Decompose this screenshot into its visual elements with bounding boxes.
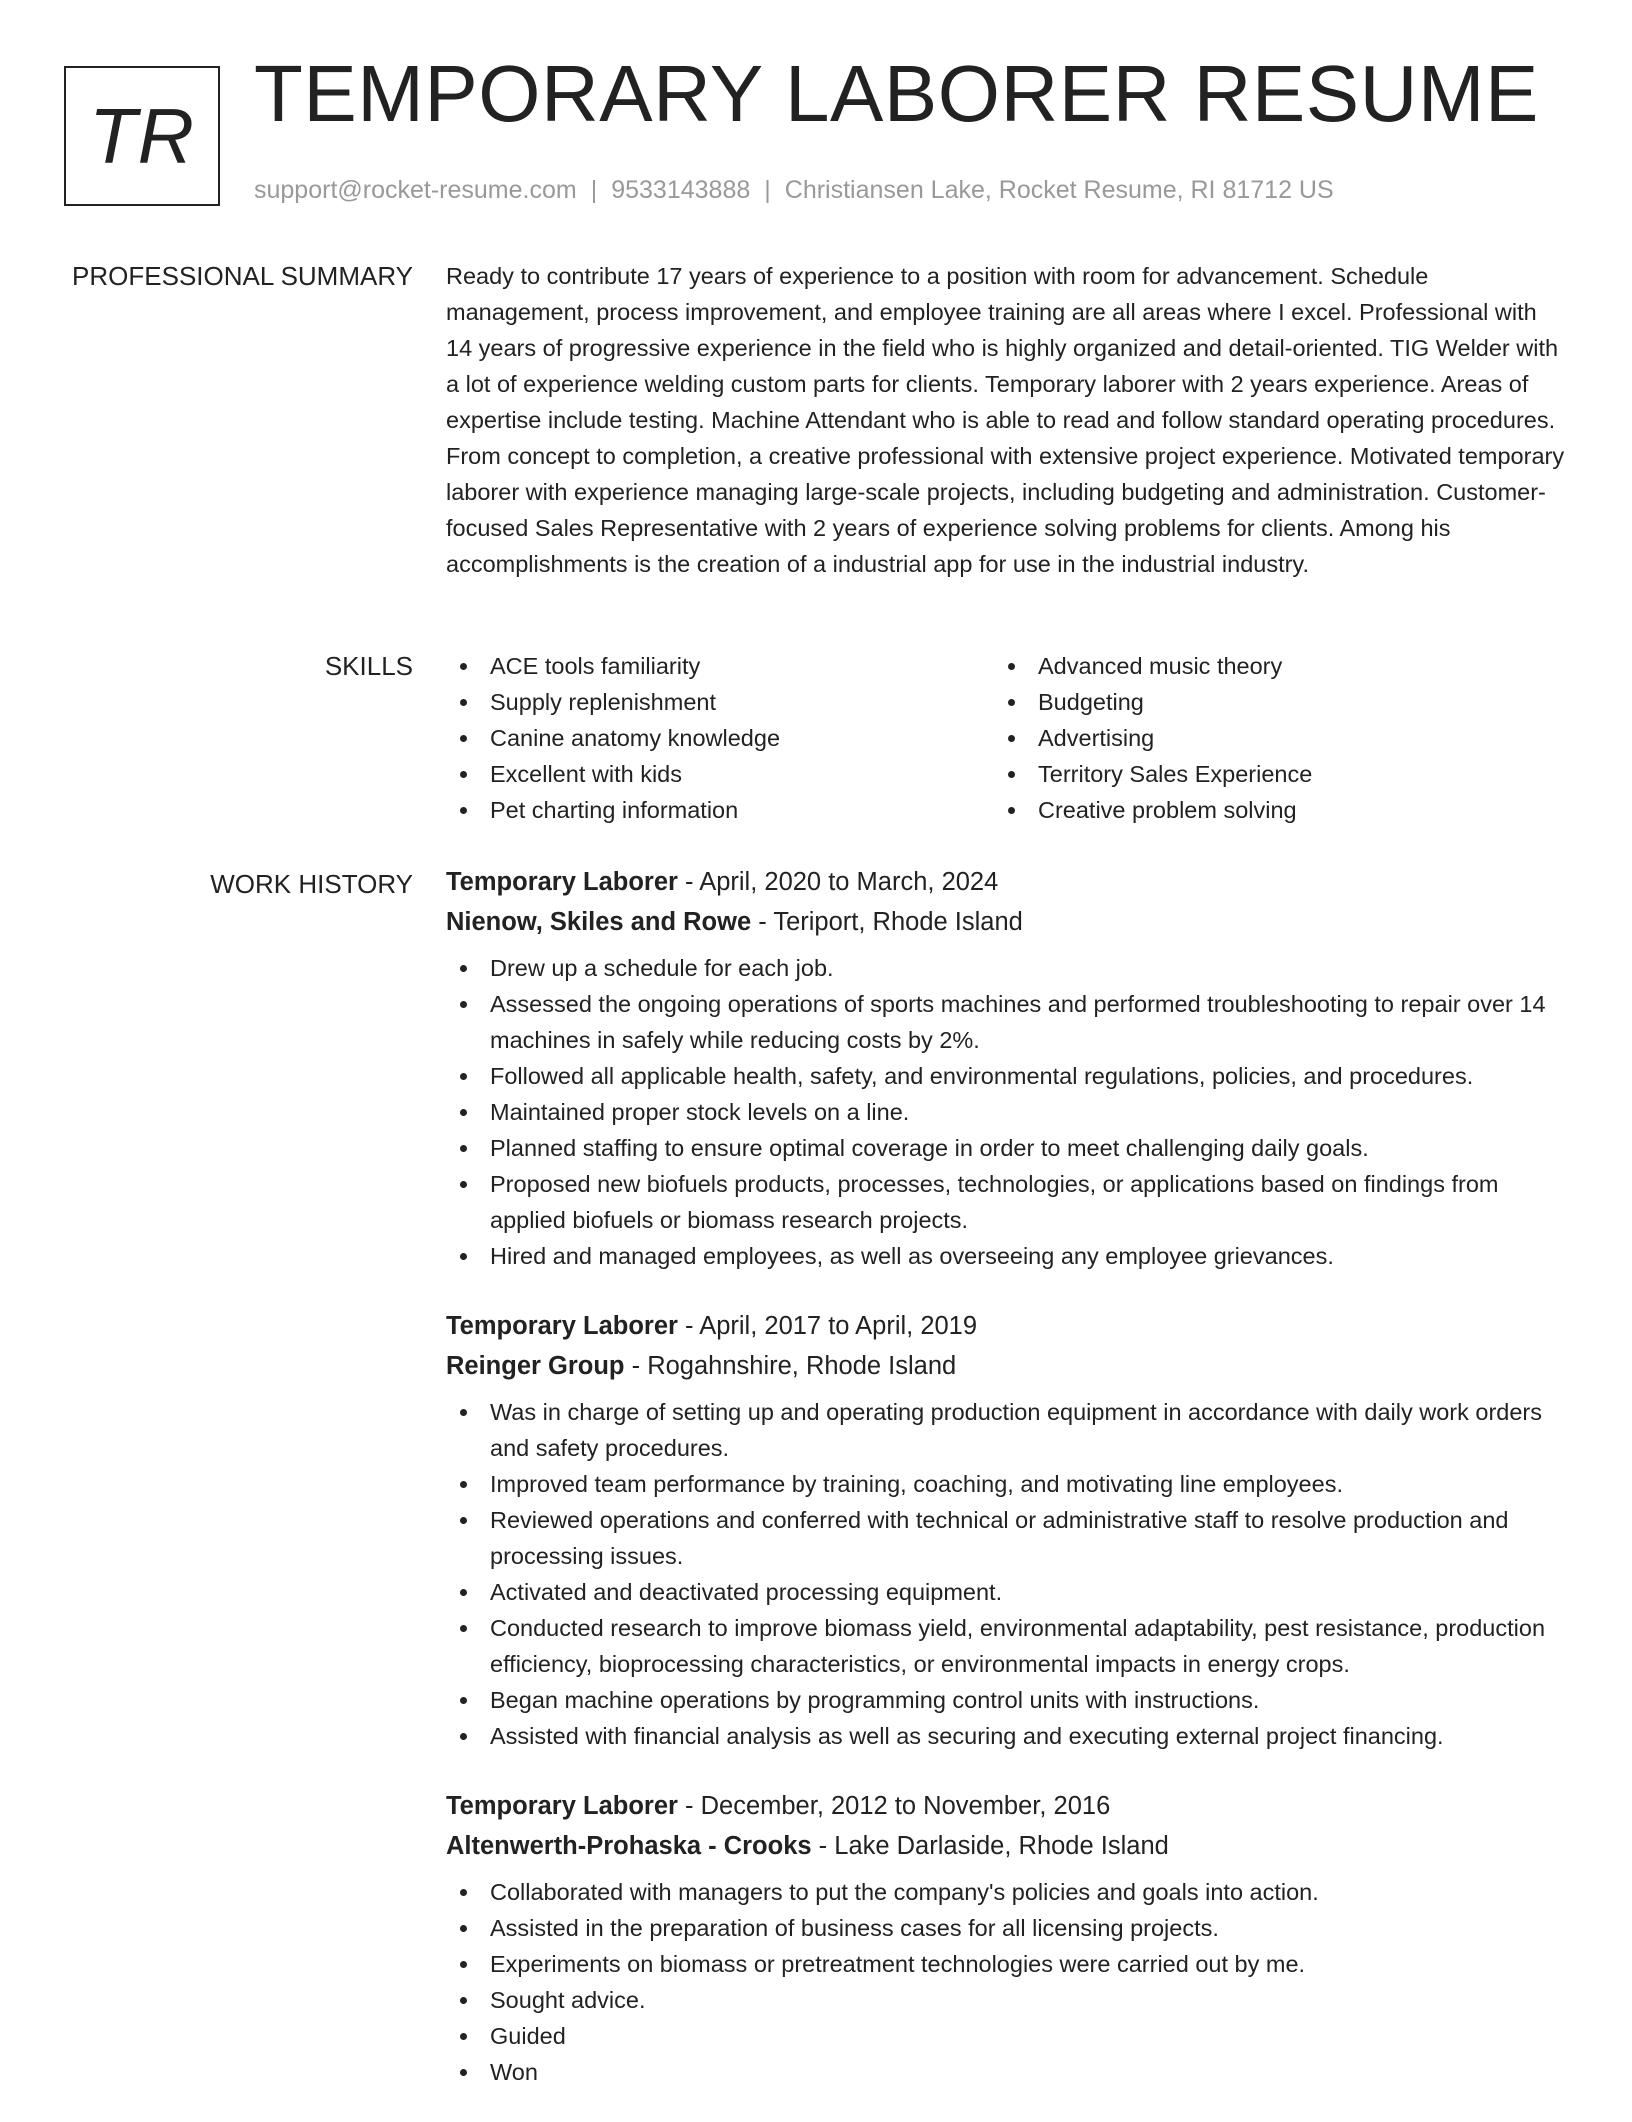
skill-item: Advanced music theory	[994, 648, 1542, 684]
monogram-initials: TR	[89, 91, 195, 180]
job-duties	[446, 950, 1566, 1274]
job-location: Lake Darlaside, Rhode Island	[834, 1832, 1169, 1860]
job-duty: Maintained proper stock levels on a line.	[446, 1094, 1566, 1130]
skill-item: Excellent with kids	[446, 756, 994, 792]
skill-item: Supply replenishment	[446, 684, 994, 720]
job-duty: Experiments on biomass or pretreatment technologies were carried out by me.	[446, 1946, 1566, 1982]
job-title: Temporary Laborer	[446, 1792, 678, 1820]
job-duty: Drew up a schedule for each job.	[446, 950, 1566, 986]
job-company: Altenwerth-Prohaska - Crooks	[446, 1832, 812, 1860]
contact-phone[interactable]: 9533143888	[611, 176, 751, 204]
job-duty: Collaborated with managers to put the company's policies and goals into action.	[446, 1874, 1566, 1910]
job-company-line: Altenwerth-Prohaska - Crooks - Lake Darlaside, Rhode Island	[446, 1832, 1169, 1860]
resume-title: TEMPORARY LABORER RESUME	[254, 49, 1539, 138]
skill-item: Pet charting information	[446, 792, 994, 828]
summary-heading: PROFESSIONAL SUMMARY	[72, 261, 413, 291]
job-duty: Guided	[446, 2018, 1566, 2054]
job-duty: Won	[446, 2054, 1566, 2090]
skill-item: Budgeting	[994, 684, 1542, 720]
job-duties	[446, 1874, 1566, 2090]
job-duty: Sought advice.	[446, 1982, 1566, 2018]
job-duty: Assisted with financial analysis as well as securing and executing external project financing.	[446, 1718, 1566, 1754]
job-title-line: Temporary Laborer - April, 2020 to March, 2024	[446, 868, 999, 896]
job-entry	[446, 1786, 1566, 2090]
job-title: Temporary Laborer	[446, 1312, 678, 1340]
job-duty: Began machine operations by programming control units with instructions.	[446, 1682, 1566, 1718]
skills-column-right	[994, 648, 1542, 828]
skill-item: Territory Sales Experience	[994, 756, 1542, 792]
job-duty: Assessed the ongoing operations of sports machines and performed troubleshooting to repair over 14 machines in safely while reducing costs by 2%.	[446, 986, 1566, 1058]
contact-separator: |	[590, 176, 598, 204]
contact-separator: |	[764, 176, 771, 204]
job-company-line: Reinger Group - Rogahnshire, Rhode Island	[446, 1352, 957, 1380]
skills-column-left	[446, 648, 994, 828]
job-duty: Hired and managed employees, as well as overseeing any employee grievances.	[446, 1238, 1566, 1274]
skill-item: Canine anatomy knowledge	[446, 720, 994, 756]
job-title: Temporary Laborer	[446, 868, 678, 896]
job-dates: December, 2012 to November, 2016	[700, 1792, 1111, 1820]
job-location: Teriport, Rhode Island	[773, 908, 1023, 936]
job-dates: April, 2020 to March, 2024	[699, 868, 999, 896]
job-location: Rogahnshire, Rhode Island	[647, 1352, 957, 1380]
skills-heading: SKILLS	[324, 651, 413, 681]
job-company: Nienow, Skiles and Rowe	[446, 908, 752, 936]
contact-address: Christiansen Lake, Rocket Resume, RI 81712 US	[784, 176, 1334, 204]
job-duties	[446, 1394, 1566, 1754]
job-company-line: Nienow, Skiles and Rowe - Teriport, Rhode Island	[446, 908, 1023, 936]
job-duty: Activated and deactivated processing equipment.	[446, 1574, 1566, 1610]
job-company: Reinger Group	[446, 1352, 625, 1380]
job-duty: Was in charge of setting up and operating production equipment in accordance with daily work orders and safety procedures.	[446, 1394, 1566, 1466]
job-dates: April, 2017 to April, 2019	[699, 1312, 978, 1340]
job-entry	[446, 862, 1566, 1274]
contact-line	[254, 176, 1334, 205]
skill-item: ACE tools familiarity	[446, 648, 994, 684]
job-duty: Conducted research to improve biomass yield, environmental adaptability, pest resistance, production efficiency, bioprocessing characteristics, or environmental impacts in energy crops.	[446, 1610, 1566, 1682]
contact-email[interactable]: support@rocket-resume.com	[254, 176, 577, 204]
work-history-heading: WORK HISTORY	[210, 869, 413, 899]
skill-item: Creative problem solving	[994, 792, 1542, 828]
skills-grid	[446, 648, 1566, 828]
job-title-line: Temporary Laborer - December, 2012 to November, 2016	[446, 1792, 1111, 1820]
job-duty: Reviewed operations and conferred with technical or administrative staff to resolve production and processing issues.	[446, 1502, 1566, 1574]
job-duty: Improved team performance by training, coaching, and motivating line employees.	[446, 1466, 1566, 1502]
monogram-logo	[64, 66, 220, 206]
job-duty: Planned staffing to ensure optimal coverage in order to meet challenging daily goals.	[446, 1130, 1566, 1166]
summary-text: Ready to contribute 17 years of experience to a position with room for advancement. Schedule management, process improvement, and employee training are all areas where I excel. Professional with 14 years of progressive experience in the field who is highly organized and detail-oriented. TIG Welder with a lot of experience welding custom parts for clients. Temporary laborer with 2 years experience. Areas of expertise include testing. Machine Attendant who is able to read and follow standard operating procedures. From concept to completion, a creative professional with extensive project experience. Motivated temporary laborer with experience managing large-scale projects, including budgeting and administration. Customer-focused Sales Representative with 2 years of experience solving problems for clients. Among his accomplishments is the creation of a industrial app for use in the industrial industry.	[446, 263, 1565, 577]
job-duty: Followed all applicable health, safety, and environmental regulations, policies, and procedures.	[446, 1058, 1566, 1094]
job-entry	[446, 1306, 1566, 1754]
job-duty: Proposed new biofuels products, processes, technologies, or applications based on findings from applied biofuels or biomass research projects.	[446, 1166, 1566, 1238]
job-duty: Assisted in the preparation of business cases for all licensing projects.	[446, 1910, 1566, 1946]
job-title-line: Temporary Laborer - April, 2017 to April, 2019	[446, 1312, 978, 1340]
skill-item: Advertising	[994, 720, 1542, 756]
